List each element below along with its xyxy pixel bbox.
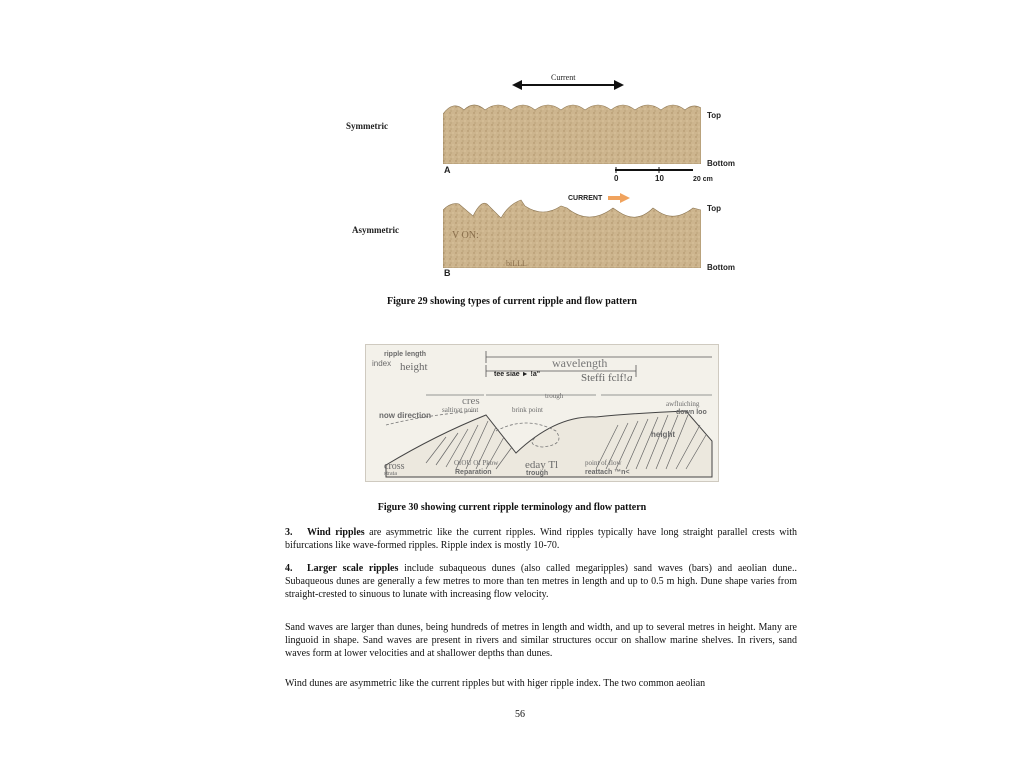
tee-siae-label: tee siae ► !a": [494, 371, 541, 378]
figure-30: [365, 344, 719, 482]
paragraph-sand-waves: Sand waves are larger than dunes, being hundreds of metres in length and width, and up to several metres in height. Many are linguoid in shape. Sand waves are present in rivers and similar structures occur on shallow marine shelves. In rivers, sand waves form at lower velocities and at shallower depths than dunes.: [285, 622, 797, 659]
index-label: index: [372, 359, 392, 368]
top-label-a: Top: [707, 111, 722, 120]
brink-point-label: brink point: [512, 406, 543, 414]
paragraph-3-number: 3.: [285, 527, 293, 538]
steffi-a-text: a: [626, 372, 633, 384]
page-number: 56: [515, 709, 525, 720]
wind-ripples-heading: Wind ripples: [307, 527, 365, 538]
height-label-top: height: [400, 361, 428, 373]
trough-label-top: trough: [545, 392, 564, 400]
reattach-label: reattach ™n<: [585, 469, 630, 476]
panel-label-a: A: [444, 165, 451, 175]
symmetric-ripple-block: [443, 100, 701, 164]
wind-ripples-text: are asymmetric like the current ripples. Wind ripples typically have long straight parallel crests with bifurcations like wave-formed ripples. Ripple index is mostly 10-70.: [285, 527, 797, 551]
paragraph-larger-ripples: [285, 562, 797, 601]
asymmetric-ripple-block: [443, 198, 701, 268]
paragraph-wind-ripples: [285, 526, 797, 552]
scale-0: 0: [614, 174, 619, 183]
larger-ripples-text: include subaqueous dunes (also called megaripples) sand waves (bars) and aeolian dune.. Subaqueous dunes are generally a few metres to more than ten metres in length and up to 0.5 m high. Dune shape varies from straight-crested to sinuous to lunate with increasing flow velocity.: [285, 563, 797, 600]
awfluiching-label: awfluiching: [666, 400, 700, 408]
scale-10: 10: [655, 174, 664, 183]
saltinat-point-label: saltinat point: [442, 406, 479, 414]
bottom-label-a: Bottom: [707, 159, 735, 168]
bottom-label-b: Bottom: [707, 263, 735, 272]
scale-bar: [615, 167, 695, 173]
steffi-label: Steffi fclf!a: [581, 372, 633, 384]
eddy-label: eday Tl: [525, 459, 559, 471]
current-caps-label: CURRENT: [568, 195, 603, 202]
reparation-label: Reparation: [455, 469, 492, 476]
paragraph-wind-dunes: Wind dunes are asymmetric like the current ripples but with higer ripple index. The two common aeolian: [285, 678, 706, 689]
trough-label-bottom: trough: [526, 470, 549, 477]
cross-label: cross: [384, 461, 405, 472]
wavelength-label: wavelength: [552, 356, 608, 370]
down-loo-label: down loo: [676, 409, 707, 416]
figure-30-caption: Figure 30 showing current ripple terminology and flow pattern: [377, 502, 647, 513]
larger-ripples-heading: Larger scale ripples: [307, 563, 399, 574]
height-label-right: height: [651, 430, 675, 439]
ripple-length-label: ripple length: [384, 351, 426, 358]
asymmetric-label: Asymmetric: [352, 225, 399, 235]
panel-label-b: B: [444, 268, 451, 278]
current-label: Current: [551, 73, 576, 82]
top-label-b: Top: [707, 204, 722, 213]
flow-direction-label: now direction: [379, 411, 431, 420]
symmetric-label: Symmetric: [346, 121, 388, 131]
ofou-label: OfOU Of Pkow: [454, 459, 499, 467]
figure-29: [340, 70, 760, 280]
ocr-text-von: V ON:: [452, 230, 479, 241]
crest-label: cres: [462, 395, 480, 407]
point-of-flow-label: point of flow: [585, 459, 622, 467]
scale-20cm: 20 cm: [693, 176, 713, 183]
strata-label: strata: [384, 471, 397, 477]
steffi-text: Steffi fclf: [581, 372, 624, 384]
ocr-text-bill: biLLL: [506, 259, 527, 268]
figure-29-caption: Figure 29 showing types of current ripple and flow pattern: [387, 296, 637, 307]
paragraph-4-number: 4.: [285, 563, 293, 574]
